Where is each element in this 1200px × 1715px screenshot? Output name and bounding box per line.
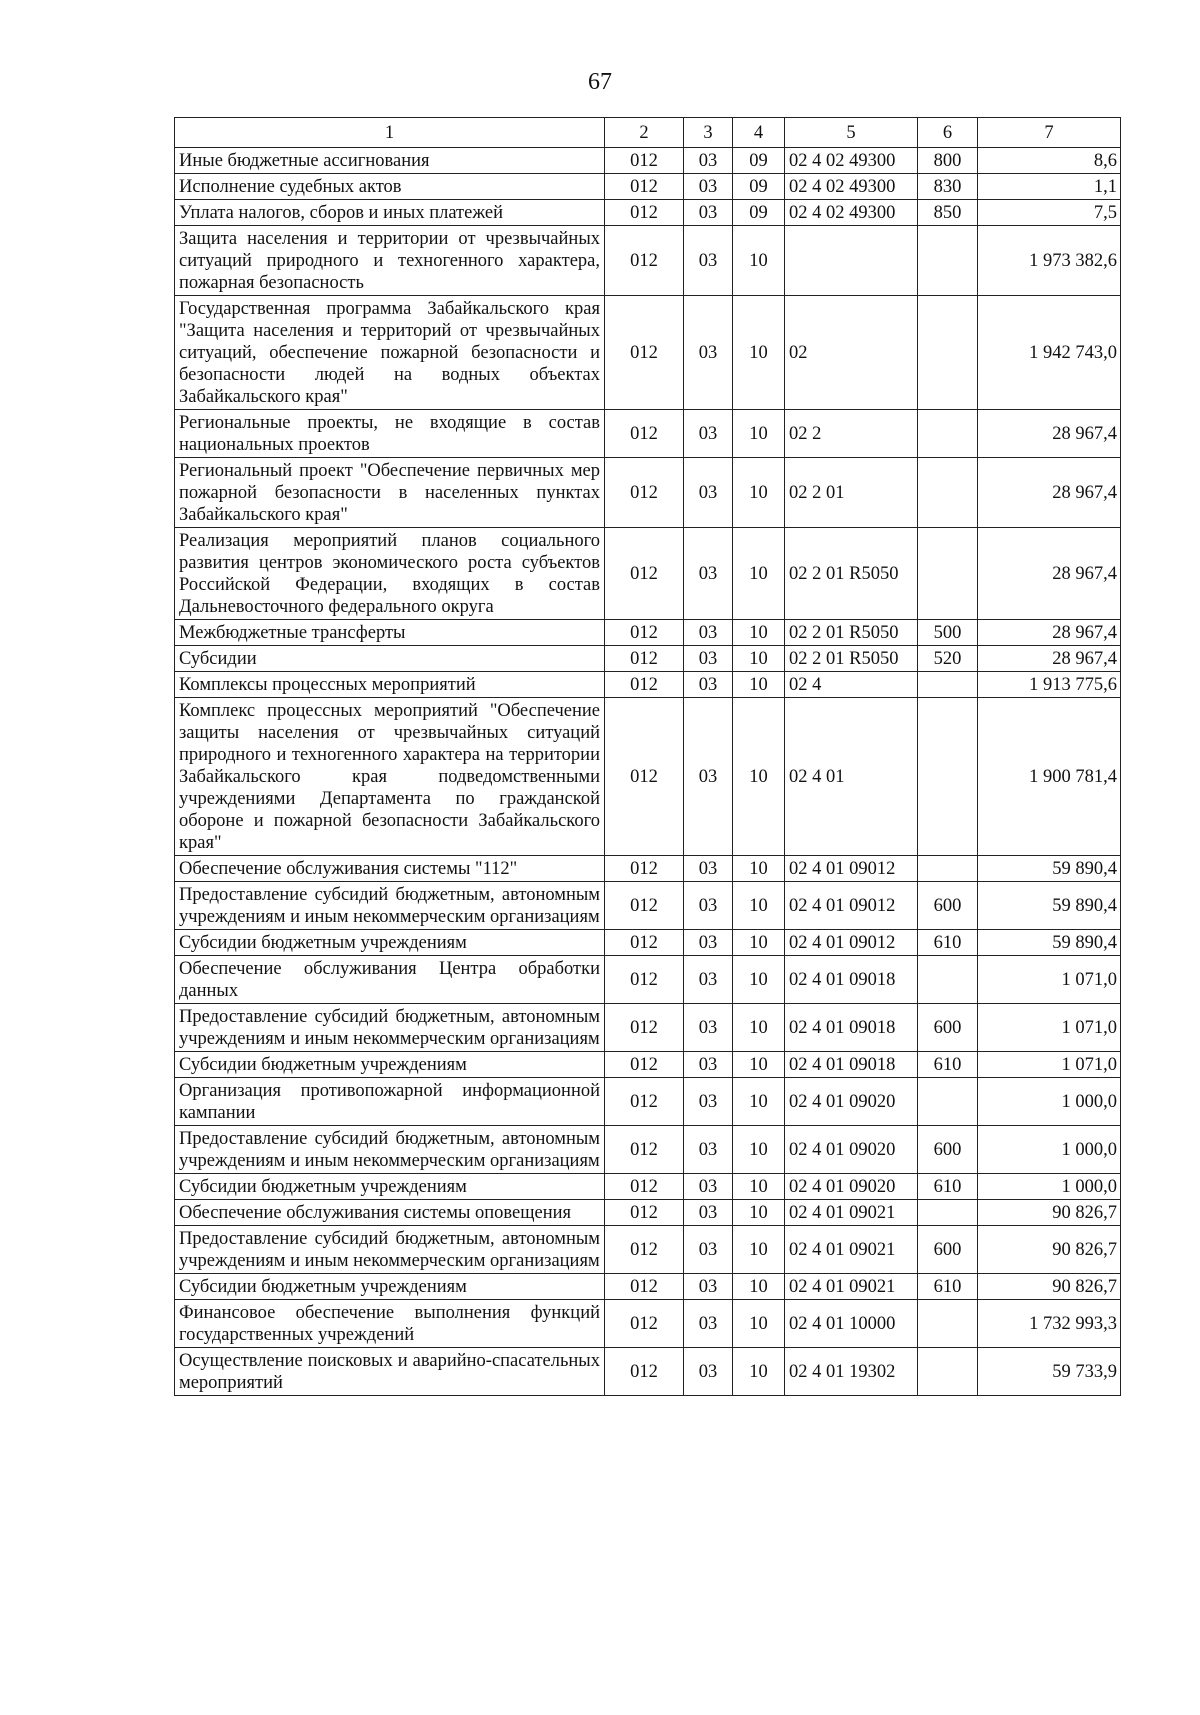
- target-article-cell: 02 4 01 09012: [785, 930, 918, 956]
- table-row: [175, 1126, 1121, 1174]
- table-row: [175, 930, 1121, 956]
- target-article-cell: 02 4 01 09018: [785, 1052, 918, 1078]
- subsection-code-cell: 10: [733, 1200, 785, 1226]
- expense-type-cell: [918, 1078, 978, 1126]
- section-code-cell: 03: [684, 174, 733, 200]
- table-row: [175, 226, 1121, 296]
- subsection-code-cell: 09: [733, 200, 785, 226]
- table-row: [175, 200, 1121, 226]
- section-code-cell: 03: [684, 698, 733, 856]
- section-code-cell: 03: [684, 1300, 733, 1348]
- amount-cell: 28 967,4: [978, 458, 1121, 528]
- section-code-cell: 03: [684, 200, 733, 226]
- target-article-cell: 02 4 01 09020: [785, 1174, 918, 1200]
- expense-type-cell: 600: [918, 882, 978, 930]
- expense-type-cell: 600: [918, 1226, 978, 1274]
- target-article-cell: 02 2 01 R5050: [785, 646, 918, 672]
- row-name-cell: Региональные проекты, не входящие в состав национальных проектов: [175, 410, 605, 458]
- subsection-code-cell: 10: [733, 856, 785, 882]
- expense-type-cell: [918, 672, 978, 698]
- subsection-code-cell: 10: [733, 1126, 785, 1174]
- ministry-code-cell: 012: [605, 200, 684, 226]
- expense-type-cell: 600: [918, 1126, 978, 1174]
- ministry-code-cell: 012: [605, 1348, 684, 1396]
- ministry-code-cell: 012: [605, 1200, 684, 1226]
- section-code-cell: 03: [684, 882, 733, 930]
- ministry-code-cell: 012: [605, 1004, 684, 1052]
- row-name-cell: Защита населения и территории от чрезвычайных ситуаций природного и техногенного характера, пожарная безопасность: [175, 226, 605, 296]
- ministry-code-cell: 012: [605, 1226, 684, 1274]
- target-article-cell: 02 4 01 10000: [785, 1300, 918, 1348]
- ministry-code-cell: 012: [605, 882, 684, 930]
- expense-type-cell: [918, 698, 978, 856]
- target-article-cell: 02 4 01 19302: [785, 1348, 918, 1396]
- table-row: [175, 1300, 1121, 1348]
- expense-type-cell: [918, 856, 978, 882]
- row-name-cell: Осуществление поисковых и аварийно-спасательных мероприятий: [175, 1348, 605, 1396]
- section-code-cell: 03: [684, 1126, 733, 1174]
- table-row: [175, 458, 1121, 528]
- section-code-cell: 03: [684, 148, 733, 174]
- column-header: 2: [605, 118, 684, 148]
- expense-type-cell: 800: [918, 148, 978, 174]
- table-body: [175, 148, 1121, 1396]
- ministry-code-cell: 012: [605, 856, 684, 882]
- table-row: [175, 1348, 1121, 1396]
- amount-cell: 1 000,0: [978, 1174, 1121, 1200]
- table-row: [175, 1226, 1121, 1274]
- ministry-code-cell: 012: [605, 930, 684, 956]
- ministry-code-cell: 012: [605, 1126, 684, 1174]
- subsection-code-cell: 10: [733, 1348, 785, 1396]
- column-header: 4: [733, 118, 785, 148]
- table-header-row: [175, 118, 1121, 148]
- amount-cell: 1 071,0: [978, 1052, 1121, 1078]
- subsection-code-cell: 10: [733, 1300, 785, 1348]
- section-code-cell: 03: [684, 620, 733, 646]
- subsection-code-cell: 10: [733, 410, 785, 458]
- section-code-cell: 03: [684, 1200, 733, 1226]
- row-name-cell: Обеспечение обслуживания системы "112": [175, 856, 605, 882]
- subsection-code-cell: 10: [733, 1274, 785, 1300]
- section-code-cell: 03: [684, 646, 733, 672]
- amount-cell: 1 913 775,6: [978, 672, 1121, 698]
- subsection-code-cell: 10: [733, 1004, 785, 1052]
- amount-cell: 1 900 781,4: [978, 698, 1121, 856]
- section-code-cell: 03: [684, 528, 733, 620]
- expense-type-cell: 500: [918, 620, 978, 646]
- row-name-cell: Субсидии бюджетным учреждениям: [175, 930, 605, 956]
- row-name-cell: Иные бюджетные ассигнования: [175, 148, 605, 174]
- ministry-code-cell: 012: [605, 528, 684, 620]
- section-code-cell: 03: [684, 1226, 733, 1274]
- table-row: [175, 956, 1121, 1004]
- section-code-cell: 03: [684, 226, 733, 296]
- amount-cell: 59 890,4: [978, 856, 1121, 882]
- table-row: [175, 174, 1121, 200]
- amount-cell: 8,6: [978, 148, 1121, 174]
- table-row: [175, 1052, 1121, 1078]
- amount-cell: 1 000,0: [978, 1126, 1121, 1174]
- row-name-cell: Финансовое обеспечение выполнения функций государственных учреждений: [175, 1300, 605, 1348]
- target-article-cell: 02 2 01 R5050: [785, 620, 918, 646]
- row-name-cell: Субсидии бюджетным учреждениям: [175, 1274, 605, 1300]
- table-row: [175, 672, 1121, 698]
- target-article-cell: 02 4 01 09020: [785, 1078, 918, 1126]
- table-row: [175, 528, 1121, 620]
- table-row: [175, 1004, 1121, 1052]
- ministry-code-cell: 012: [605, 1300, 684, 1348]
- table-row: [175, 148, 1121, 174]
- section-code-cell: 03: [684, 1078, 733, 1126]
- column-header: 1: [175, 118, 605, 148]
- amount-cell: 1 071,0: [978, 956, 1121, 1004]
- section-code-cell: 03: [684, 930, 733, 956]
- expense-type-cell: [918, 956, 978, 1004]
- amount-cell: 28 967,4: [978, 410, 1121, 458]
- subsection-code-cell: 10: [733, 882, 785, 930]
- row-name-cell: Предоставление субсидий бюджетным, автономным учреждениям и иным некоммерческим организациям: [175, 1226, 605, 1274]
- amount-cell: 1,1: [978, 174, 1121, 200]
- table-row: [175, 410, 1121, 458]
- amount-cell: 59 733,9: [978, 1348, 1121, 1396]
- section-code-cell: 03: [684, 1274, 733, 1300]
- row-name-cell: Предоставление субсидий бюджетным, автономным учреждениям и иным некоммерческим организациям: [175, 1004, 605, 1052]
- expense-type-cell: 610: [918, 1274, 978, 1300]
- table-row: [175, 1274, 1121, 1300]
- ministry-code-cell: 012: [605, 1274, 684, 1300]
- row-name-cell: Обеспечение обслуживания системы оповещения: [175, 1200, 605, 1226]
- page-number: 67: [588, 69, 612, 95]
- table-row: [175, 1200, 1121, 1226]
- subsection-code-cell: 10: [733, 458, 785, 528]
- subsection-code-cell: 10: [733, 528, 785, 620]
- row-name-cell: Предоставление субсидий бюджетным, автономным учреждениям и иным некоммерческим организациям: [175, 882, 605, 930]
- amount-cell: 59 890,4: [978, 930, 1121, 956]
- expense-type-cell: [918, 296, 978, 410]
- ministry-code-cell: 012: [605, 296, 684, 410]
- target-article-cell: 02 2 01: [785, 458, 918, 528]
- table-row: [175, 698, 1121, 856]
- subsection-code-cell: 10: [733, 672, 785, 698]
- subsection-code-cell: 10: [733, 1226, 785, 1274]
- ministry-code-cell: 012: [605, 620, 684, 646]
- table-row: [175, 856, 1121, 882]
- row-name-cell: Государственная программа Забайкальского края "Защита населения и территорий от чрезвычайных ситуаций, обеспечение пожарной безопасности и безопасности людей на водных объектах Забайкальского края": [175, 296, 605, 410]
- section-code-cell: 03: [684, 672, 733, 698]
- table-row: [175, 1078, 1121, 1126]
- row-name-cell: Исполнение судебных актов: [175, 174, 605, 200]
- table-row: [175, 882, 1121, 930]
- amount-cell: 1 732 993,3: [978, 1300, 1121, 1348]
- expense-type-cell: 610: [918, 1174, 978, 1200]
- ministry-code-cell: 012: [605, 174, 684, 200]
- target-article-cell: 02 4 02 49300: [785, 174, 918, 200]
- subsection-code-cell: 10: [733, 930, 785, 956]
- row-name-cell: Комплексы процессных мероприятий: [175, 672, 605, 698]
- row-name-cell: Региональный проект "Обеспечение первичных мер пожарной безопасности в населенных пунктах Забайкальского края": [175, 458, 605, 528]
- target-article-cell: 02 4 01 09018: [785, 1004, 918, 1052]
- amount-cell: 28 967,4: [978, 646, 1121, 672]
- target-article-cell: 02 4 02 49300: [785, 200, 918, 226]
- section-code-cell: 03: [684, 1174, 733, 1200]
- table-row: [175, 620, 1121, 646]
- section-code-cell: 03: [684, 458, 733, 528]
- expense-type-cell: 520: [918, 646, 978, 672]
- table-row: [175, 1174, 1121, 1200]
- target-article-cell: 02 4 01 09018: [785, 956, 918, 1004]
- ministry-code-cell: 012: [605, 1174, 684, 1200]
- section-code-cell: 03: [684, 1052, 733, 1078]
- budget-table: [174, 117, 1121, 1396]
- column-header: 7: [978, 118, 1121, 148]
- section-code-cell: 03: [684, 1004, 733, 1052]
- ministry-code-cell: 012: [605, 956, 684, 1004]
- row-name-cell: Субсидии бюджетным учреждениям: [175, 1174, 605, 1200]
- row-name-cell: Межбюджетные трансферты: [175, 620, 605, 646]
- target-article-cell: 02: [785, 296, 918, 410]
- expense-type-cell: 610: [918, 930, 978, 956]
- row-name-cell: Комплекс процессных мероприятий "Обеспечение защиты населения от чрезвычайных ситуаций природного и техногенного характера на территории Забайкальского края подведомственными учреждениями Департамента по гражданской обороне и пожарной безопасности Забайкальского края": [175, 698, 605, 856]
- expense-type-cell: 850: [918, 200, 978, 226]
- amount-cell: 1 942 743,0: [978, 296, 1121, 410]
- ministry-code-cell: 012: [605, 1078, 684, 1126]
- amount-cell: 1 000,0: [978, 1078, 1121, 1126]
- expense-type-cell: 610: [918, 1052, 978, 1078]
- column-header: 6: [918, 118, 978, 148]
- target-article-cell: 02 4 01 09021: [785, 1274, 918, 1300]
- subsection-code-cell: 10: [733, 1078, 785, 1126]
- row-name-cell: Субсидии: [175, 646, 605, 672]
- target-article-cell: 02 4 01: [785, 698, 918, 856]
- ministry-code-cell: 012: [605, 646, 684, 672]
- column-header: 5: [785, 118, 918, 148]
- subsection-code-cell: 09: [733, 174, 785, 200]
- subsection-code-cell: 10: [733, 698, 785, 856]
- amount-cell: 1 973 382,6: [978, 226, 1121, 296]
- row-name-cell: Уплата налогов, сборов и иных платежей: [175, 200, 605, 226]
- section-code-cell: 03: [684, 856, 733, 882]
- subsection-code-cell: 10: [733, 620, 785, 646]
- column-header: 3: [684, 118, 733, 148]
- expense-type-cell: [918, 1200, 978, 1226]
- amount-cell: 59 890,4: [978, 882, 1121, 930]
- expense-type-cell: [918, 458, 978, 528]
- ministry-code-cell: 012: [605, 458, 684, 528]
- expense-type-cell: [918, 528, 978, 620]
- subsection-code-cell: 10: [733, 226, 785, 296]
- expense-type-cell: [918, 1300, 978, 1348]
- amount-cell: 90 826,7: [978, 1274, 1121, 1300]
- row-name-cell: Организация противопожарной информационной кампании: [175, 1078, 605, 1126]
- subsection-code-cell: 10: [733, 1174, 785, 1200]
- amount-cell: 1 071,0: [978, 1004, 1121, 1052]
- ministry-code-cell: 012: [605, 226, 684, 296]
- row-name-cell: Обеспечение обслуживания Центра обработки данных: [175, 956, 605, 1004]
- target-article-cell: 02 4 02 49300: [785, 148, 918, 174]
- target-article-cell: [785, 226, 918, 296]
- table-row: [175, 296, 1121, 410]
- ministry-code-cell: 012: [605, 698, 684, 856]
- expense-type-cell: [918, 1348, 978, 1396]
- section-code-cell: 03: [684, 296, 733, 410]
- target-article-cell: 02 2: [785, 410, 918, 458]
- row-name-cell: Предоставление субсидий бюджетным, автономным учреждениям и иным некоммерческим организациям: [175, 1126, 605, 1174]
- target-article-cell: 02 4 01 09021: [785, 1226, 918, 1274]
- target-article-cell: 02 2 01 R5050: [785, 528, 918, 620]
- ministry-code-cell: 012: [605, 1052, 684, 1078]
- section-code-cell: 03: [684, 410, 733, 458]
- target-article-cell: 02 4: [785, 672, 918, 698]
- amount-cell: 28 967,4: [978, 528, 1121, 620]
- row-name-cell: Реализация мероприятий планов социального развития центров экономического роста субъектов Российской Федерации, входящих в состав Дальневосточного федерального округа: [175, 528, 605, 620]
- target-article-cell: 02 4 01 09021: [785, 1200, 918, 1226]
- section-code-cell: 03: [684, 956, 733, 1004]
- expense-type-cell: 600: [918, 1004, 978, 1052]
- target-article-cell: 02 4 01 09020: [785, 1126, 918, 1174]
- target-article-cell: 02 4 01 09012: [785, 882, 918, 930]
- ministry-code-cell: 012: [605, 672, 684, 698]
- row-name-cell: Субсидии бюджетным учреждениям: [175, 1052, 605, 1078]
- subsection-code-cell: 10: [733, 296, 785, 410]
- table-row: [175, 646, 1121, 672]
- ministry-code-cell: 012: [605, 410, 684, 458]
- amount-cell: 7,5: [978, 200, 1121, 226]
- expense-type-cell: 830: [918, 174, 978, 200]
- subsection-code-cell: 10: [733, 646, 785, 672]
- target-article-cell: 02 4 01 09012: [785, 856, 918, 882]
- amount-cell: 90 826,7: [978, 1226, 1121, 1274]
- section-code-cell: 03: [684, 1348, 733, 1396]
- expense-type-cell: [918, 226, 978, 296]
- subsection-code-cell: 10: [733, 1052, 785, 1078]
- ministry-code-cell: 012: [605, 148, 684, 174]
- expense-type-cell: [918, 410, 978, 458]
- amount-cell: 28 967,4: [978, 620, 1121, 646]
- amount-cell: 90 826,7: [978, 1200, 1121, 1226]
- subsection-code-cell: 10: [733, 956, 785, 1004]
- subsection-code-cell: 09: [733, 148, 785, 174]
